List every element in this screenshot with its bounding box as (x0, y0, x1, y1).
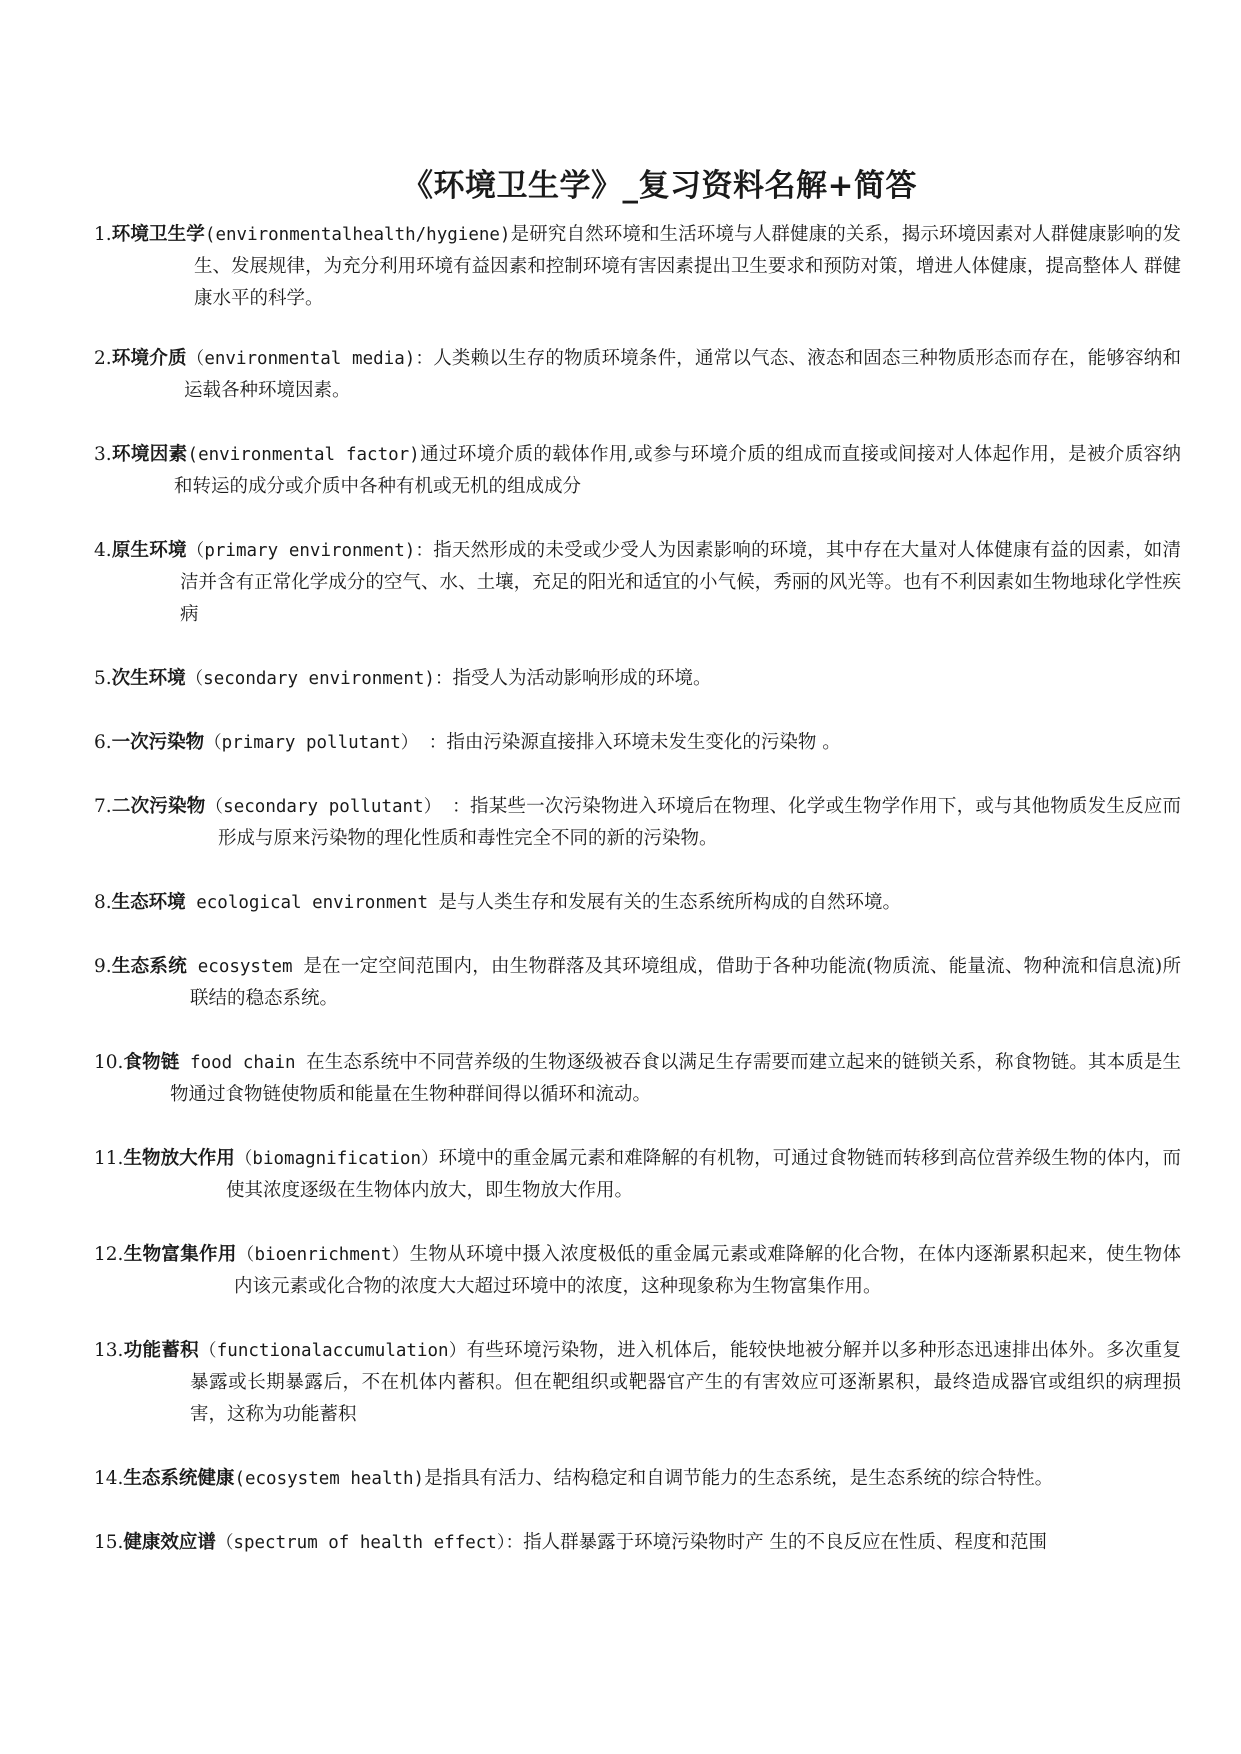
entry-term: 原生环境 (111, 540, 187, 561)
entry-term: 食物链 (123, 1052, 180, 1073)
entry-definition: 是指具有活力、结构稳定和自调节能力的生态系统，是生态系统的综合特性。 (424, 1468, 1054, 1489)
entry-number: 7. (94, 796, 112, 817)
entry-term: 生物放大作用 (123, 1148, 235, 1169)
entry-definition: 有些环境污染物，进入机体后，能较快地被分解并以多种形态迅速排出体外。多次重复暴露或长期暴露后，不在机体内蓄积。但在靶组织或靶器官产生的有害效应可逐渐累积，最终造成器官或组织的病理损害，这称为功能蓄积 (190, 1340, 1181, 1425)
glossary-list (94, 219, 1181, 1559)
glossary-entry (94, 727, 1181, 759)
entry-number: 5. (94, 668, 112, 689)
entry-term: 生物富集作用 (123, 1244, 237, 1265)
glossary-entry (94, 791, 1181, 855)
entry-term: 环境介质 (111, 348, 187, 369)
entry-number: 4. (94, 540, 112, 561)
entry-english: food chain (179, 1053, 307, 1073)
entry-english: (environmental factor) (187, 445, 420, 465)
entry-definition: 环境中的重金属元素和难降解的有机物，可通过食物链而转移到高位营养级生物的体内，而使其浓度逐级在生物体内放大，即生物放大作用。 (226, 1148, 1181, 1201)
entry-term: 健康效应谱 (123, 1532, 216, 1553)
glossary-entry (94, 1335, 1181, 1431)
entry-english: （functionalaccumulation） (198, 1341, 467, 1361)
entry-english: （primary environment)： (186, 541, 434, 561)
entry-number: 12. (94, 1244, 124, 1265)
entry-definition: 人类赖以生存的物质环境条件，通常以气态、液态和固态三种物质形态而存在，能够容纳和运载各种环境因素。 (184, 348, 1181, 401)
entry-number: 3. (94, 444, 112, 465)
entry-definition: 在生态系统中不同营养级的生物逐级被吞食以满足生存需要而建立起来的链锁关系，称食物链。其本质是生物通过食物链使物质和能量在生物种群间得以循环和流动。 (170, 1052, 1181, 1105)
entry-definition: 是与人类生存和发展有关的生态系统所构成的自然环境。 (438, 892, 902, 913)
entry-term: 生态系统 (111, 956, 187, 977)
entry-definition: 指人群暴露于环境污染物时产 生的不良反应在性质、程度和范围 (523, 1532, 1047, 1553)
entry-number: 15. (94, 1532, 124, 1553)
entry-number: 10. (94, 1052, 124, 1073)
entry-number: 8. (94, 892, 112, 913)
entry-number: 2. (94, 348, 112, 369)
document-title: 《环境卫生学》_复习资料名解+简答 (402, 168, 917, 204)
entry-term: 一次污染物 (111, 732, 205, 753)
entry-definition: 指天然形成的未受或少受人为因素影响的环境，其中存在大量对人体健康有益的因素，如清洁并含有正常化学成分的空气、水、土壤，充足的阳光和适宜的小气候，秀丽的风光等。也有不利因素如生物地球化学性疾病 (180, 540, 1181, 625)
glossary-entry (94, 951, 1181, 1015)
entry-definition: 生物从环境中摄入浓度极低的重金属元素或难降解的化合物，在体内逐渐累积起来，使生物体内该元素或化合物的浓度大大超过环境中的浓度，这种现象称为生物富集作用。 (234, 1244, 1181, 1297)
entry-term: 生态系统健康 (123, 1468, 235, 1489)
entry-term: 次生环境 (111, 668, 186, 689)
entry-english: （secondary environment)： (185, 669, 453, 689)
glossary-entry (94, 1047, 1181, 1111)
entry-english: （biomagnification） (234, 1149, 439, 1169)
glossary-entry (94, 439, 1181, 503)
entry-number: 11. (94, 1148, 124, 1169)
glossary-entry (94, 1143, 1181, 1207)
entry-definition: 指由污染源直接排入环境未发生变化的污染物 。 (446, 732, 841, 753)
entry-english: ecological environment (185, 893, 439, 913)
entry-number: 9. (94, 956, 112, 977)
entry-definition: 是研究自然环境和生活环境与人群健康的关系，揭示环境因素对人群健康影响的发生、发展规律，为充分利用环境有益因素和控制环境有害因素提出卫生要求和预防对策，增进人体健康，提高整体人 群健康水平的科学。 (194, 224, 1181, 309)
entry-english: （environmental media)： (186, 349, 434, 369)
glossary-entry (94, 1239, 1181, 1303)
entry-number: 6. (94, 732, 112, 753)
entry-english: （primary pollutant） ： (204, 733, 447, 753)
entry-definition: 是在一定空间范围内，由生物群落及其环境组成，借助于各种功能流(物质流、能量流、物种流和信息流)所联结的稳态系统。 (190, 956, 1181, 1009)
entry-english: (ecosystem health) (234, 1469, 425, 1489)
entry-term: 环境卫生学 (111, 224, 205, 245)
entry-term: 环境因素 (111, 444, 188, 465)
glossary-entry (94, 535, 1181, 631)
entry-english: （spectrum of health effect）： (215, 1533, 524, 1553)
entry-definition: 指受人为活动影响形成的环境。 (452, 668, 712, 689)
glossary-entry (94, 887, 1181, 919)
glossary-entry (94, 663, 1181, 695)
entry-english: ecosystem (186, 957, 304, 977)
glossary-entry (94, 1527, 1181, 1559)
glossary-entry (94, 1463, 1181, 1495)
entry-english: （bioenrichment） (236, 1245, 410, 1265)
entry-definition: 指某些一次污染物进入环境后在物理、化学或生物学作用下，或与其他物质发生反应而形成与原来污染物的理化性质和毒性完全不同的新的污染物。 (218, 796, 1181, 849)
entry-term: 功能蓄积 (123, 1340, 199, 1361)
entry-english: （secondary pollutant） ： (205, 797, 470, 817)
glossary-entry (94, 219, 1181, 315)
entry-number: 14. (94, 1468, 124, 1489)
entry-term: 二次污染物 (111, 796, 206, 817)
glossary-entry (94, 343, 1181, 407)
entry-number: 1. (94, 224, 112, 245)
entry-definition: 通过环境介质的载体作用,或参与环境介质的组成而直接或间接对人体起作用，是被介质容纳和转运的成分或介质中各种有机或无机的组成成分 (174, 444, 1181, 497)
entry-term: 生态环境 (111, 892, 186, 913)
entry-english: (environmentalhealth/hygiene) (204, 225, 511, 245)
entry-number: 13. (94, 1340, 124, 1361)
